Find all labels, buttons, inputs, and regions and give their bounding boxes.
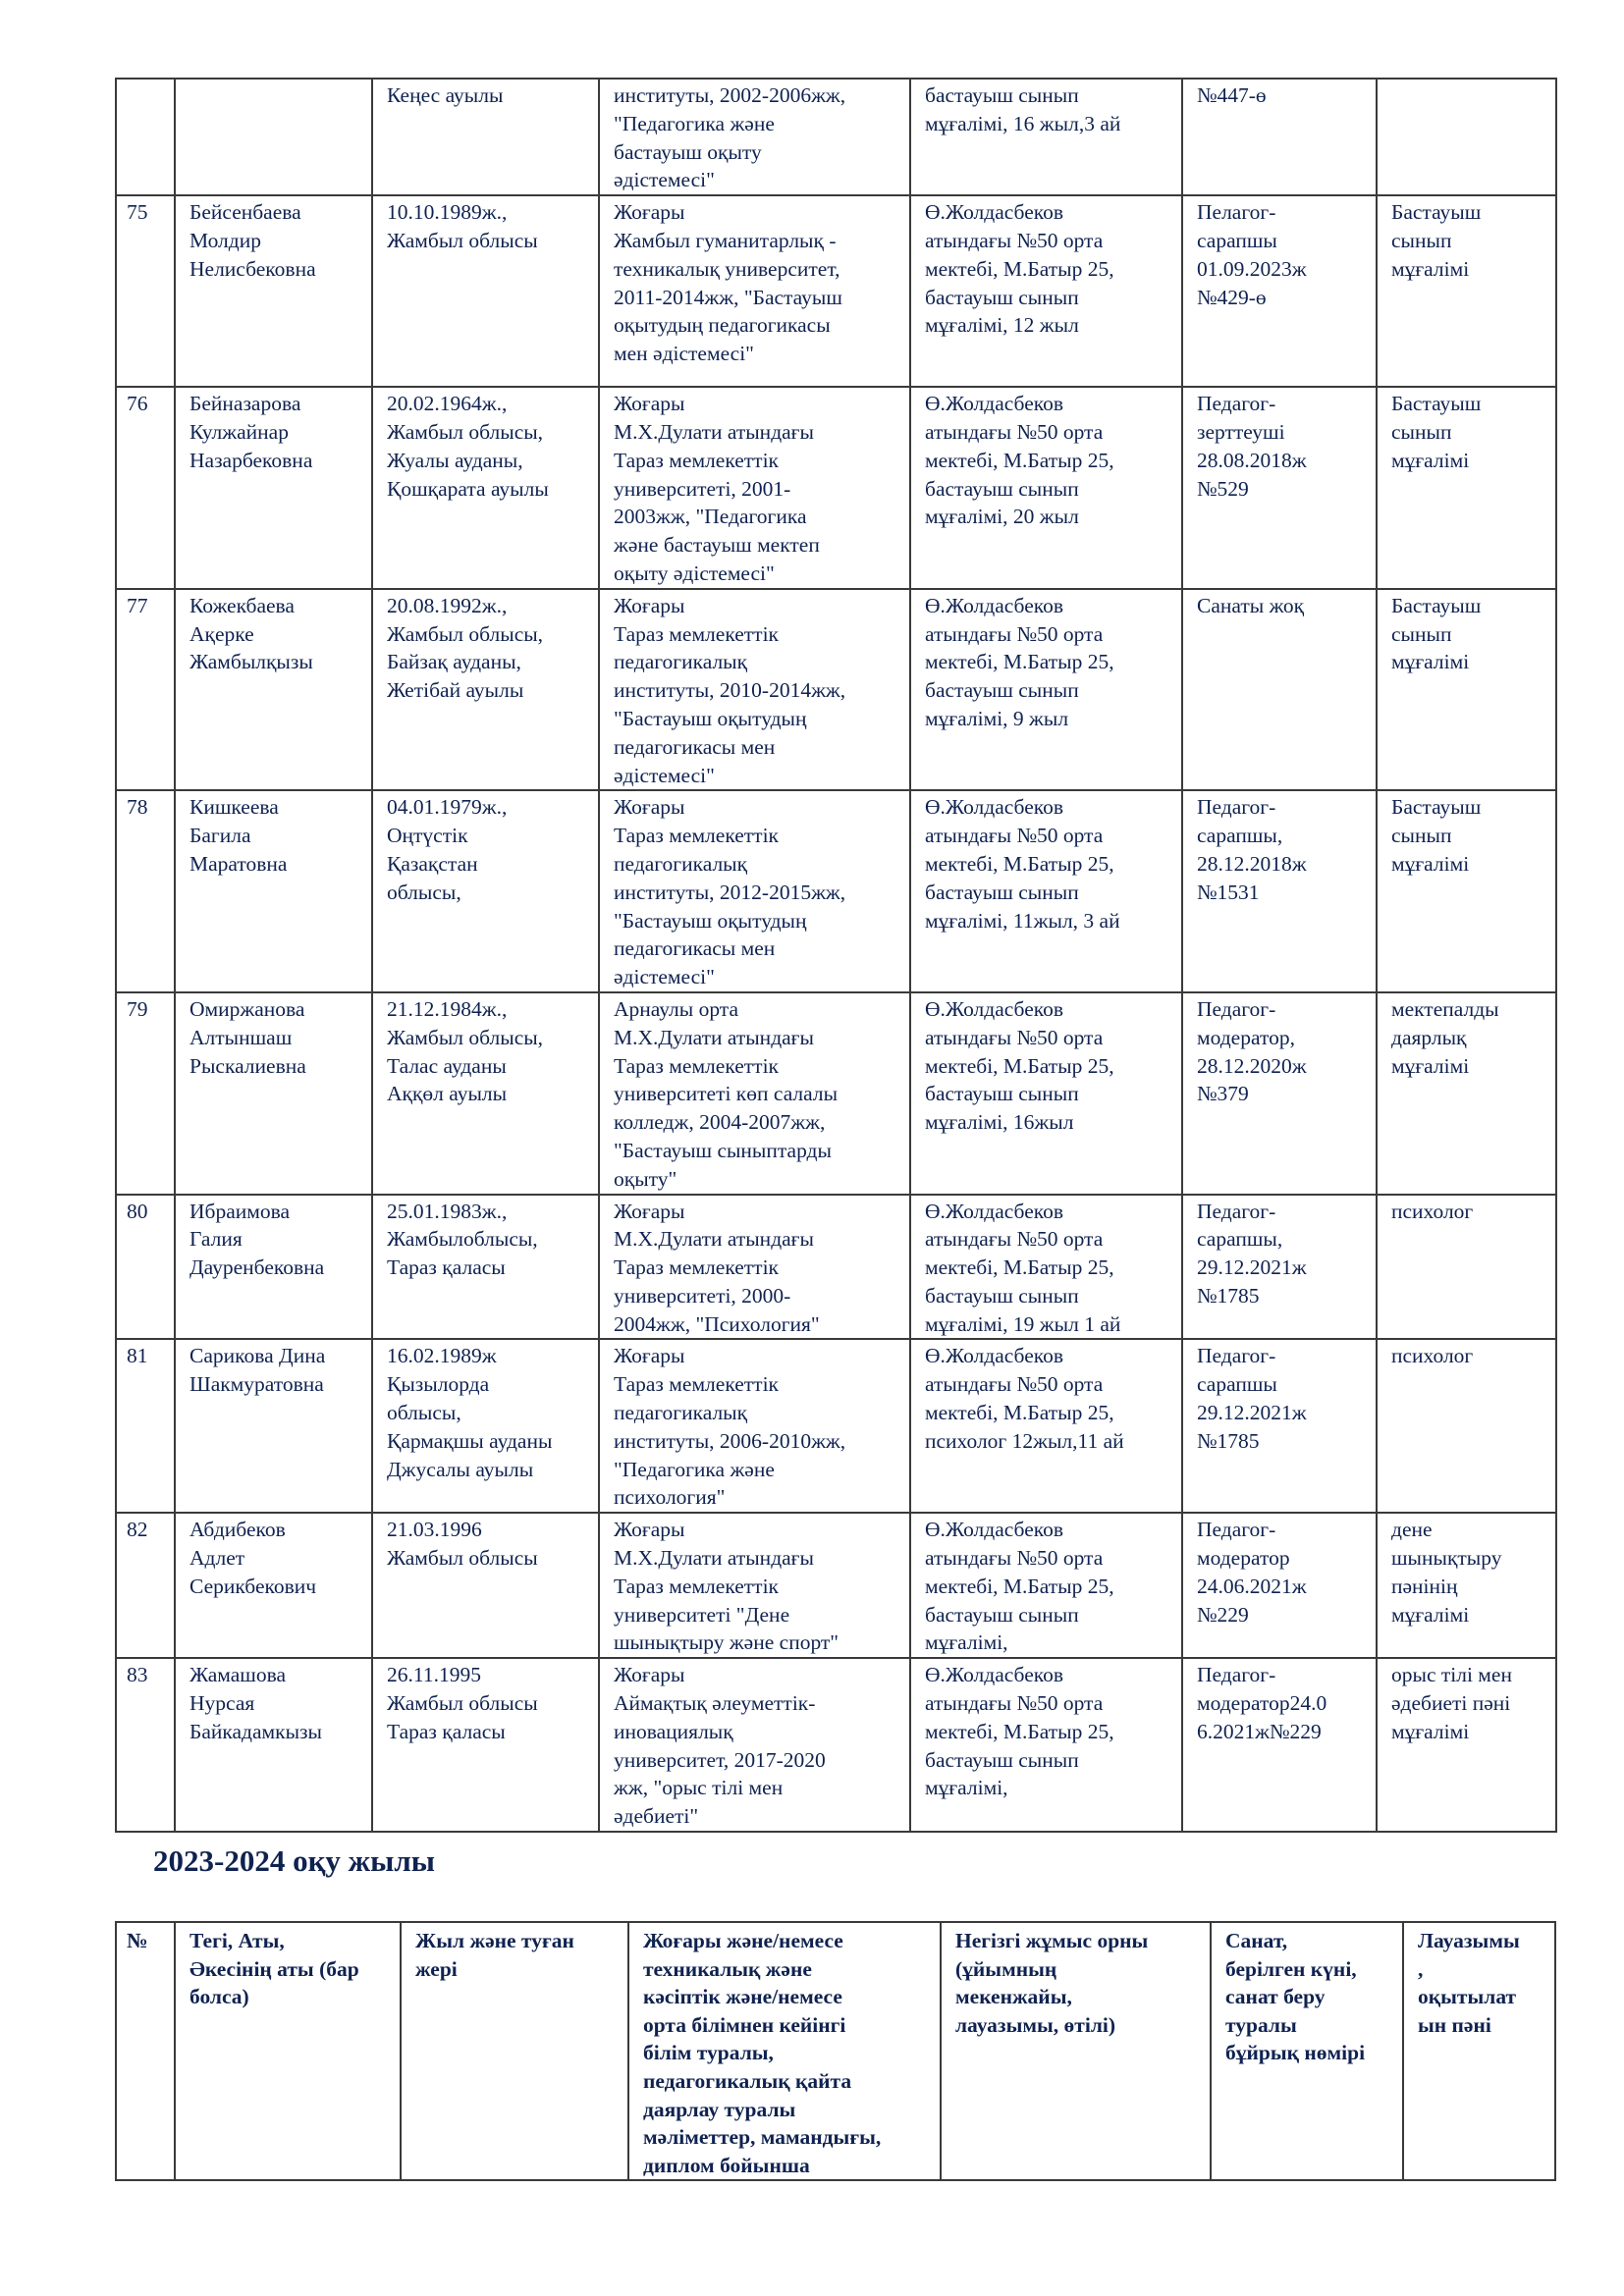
cell-num: 79 [116,992,175,1195]
cell-num: 78 [116,790,175,992]
cell-position [1377,79,1556,195]
cell-education: Жоғары Тараз мемлекеттік педагогикалық институты, 2006-2010жж, "Педагогика және психология" [599,1339,910,1513]
table-row [116,992,1556,1195]
cell-name: Ибраимова Галия Дауренбековна [175,1195,372,1340]
section-title: 2023-2024 оқу жылы [153,1843,435,1878]
staff-table-header-2023 [115,1921,1556,2181]
header-workplace: Негізгі жұмыс орны (ұйымның мекенжайы, лауазымы, өтілі) [941,1922,1211,2180]
cell-education: Жоғары Аймақтық әлеуметтік- иновациялық университет, 2017-2020 жж, "орыс тілі мен әдебиеті" [599,1658,910,1832]
cell-workplace: Ө.Жолдасбеков атындағы №50 орта мектебі, М.Батыр 25, бастауыш сынып мұғалімі, 9 жыл [910,589,1182,791]
cell-workplace: Ө.Жолдасбеков атындағы №50 орта мектебі, М.Батыр 25, бастауыш сынып мұғалімі, [910,1513,1182,1658]
cell-name: Кишкеева Багила Маратовна [175,790,372,992]
header-num: № [116,1922,175,2180]
cell-education: Жоғары М.Х.Дулати атындағы Тараз мемлекеттік университеті "Дене шынықтыру және спорт" [599,1513,910,1658]
cell-workplace: Ө.Жолдасбеков атындағы №50 орта мектебі, М.Батыр 25, бастауыш сынып мұғалімі, 20 жыл [910,387,1182,589]
cell-workplace: Ө.Жолдасбеков атындағы №50 орта мектебі, М.Батыр 25, бастауыш сынып мұғалімі, [910,1658,1182,1832]
cell-birth: 04.01.1979ж., Оңтүстік Қазақстан облысы, [372,790,599,992]
table-header-row [116,1922,1555,2180]
cell-num: 83 [116,1658,175,1832]
cell-workplace: Ө.Жолдасбеков атындағы №50 орта мектебі, М.Батыр 25, бастауыш сынып мұғалімі, 16жыл [910,992,1182,1195]
cell-position: Бастауыш сынып мұғалімі [1377,195,1556,387]
cell-category: Педагог- сарапшы 29.12.2021ж №1785 [1182,1339,1377,1513]
cell-education: Жоғары Тараз мемлекеттік педагогикалық институты, 2010-2014жж, "Бастауыш оқытудың педагогикасы мен әдістемесі" [599,589,910,791]
cell-num: 81 [116,1339,175,1513]
cell-workplace: Ө.Жолдасбеков атындағы №50 орта мектебі, М.Батыр 25, бастауыш сынып мұғалімі, 11жыл, 3 ай [910,790,1182,992]
cell-num: 75 [116,195,175,387]
cell-category: Педагог- модератор 24.06.2021ж №229 [1182,1513,1377,1658]
cell-category: Педагог- сарапшы, 28.12.2018ж №1531 [1182,790,1377,992]
staff-table-body [116,79,1556,1832]
cell-name: Кожекбаева Ақерке Жамбылқызы [175,589,372,791]
cell-position: дене шынықтыру пәнінің мұғалімі [1377,1513,1556,1658]
cell-workplace: Ө.Жолдасбеков атындағы №50 орта мектебі, М.Батыр 25, бастауыш сынып мұғалімі, 19 жыл 1 ай [910,1195,1182,1340]
cell-category: Санаты жоқ [1182,589,1377,791]
cell-education: Арнаулы орта М.Х.Дулати атындағы Тараз мемлекеттік университеті көп салалы колледж, 2004-2007жж, "Бастауыш сыныптарды оқыту" [599,992,910,1195]
cell-name: Бейназарова Кулжайнар Назарбековна [175,387,372,589]
cell-position: Бастауыш сынып мұғалімі [1377,387,1556,589]
cell-category: №447-ө [1182,79,1377,195]
cell-birth: 21.12.1984ж., Жамбыл облысы, Талас ауданы Аққөл ауылы [372,992,599,1195]
staff-table-continued [115,78,1557,1833]
cell-name [175,79,372,195]
cell-birth: 20.08.1992ж., Жамбыл облысы, Байзақ ауданы, Жетібай ауылы [372,589,599,791]
table-row [116,1195,1556,1340]
cell-category: Педагог- зерттеуші 28.08.2018ж №529 [1182,387,1377,589]
table-row [116,195,1556,387]
cell-position: мектепалды даярлық мұғалімі [1377,992,1556,1195]
cell-education: Жоғары М.Х.Дулати атындағы Тараз мемлекеттік университеті, 2000- 2004жж, "Психология" [599,1195,910,1340]
cell-birth: 21.03.1996 Жамбыл облысы [372,1513,599,1658]
cell-position: орыс тілі мен әдебиеті пәні мұғалімі [1377,1658,1556,1832]
table-row [116,589,1556,791]
cell-num: 80 [116,1195,175,1340]
cell-birth: 26.11.1995 Жамбыл облысы Тараз қаласы [372,1658,599,1832]
cell-workplace: Ө.Жолдасбеков атындағы №50 орта мектебі, М.Батыр 25, бастауыш сынып мұғалімі, 12 жыл [910,195,1182,387]
cell-birth: Кеңес ауылы [372,79,599,195]
table-row [116,387,1556,589]
cell-num [116,79,175,195]
cell-position: психолог [1377,1195,1556,1340]
header-position: Лауазымы , оқытылат ын пәні [1403,1922,1555,2180]
header-category: Санат, берілген күні, санат беру туралы бұйрық нөмірі [1211,1922,1403,2180]
cell-position: Бастауыш сынып мұғалімі [1377,589,1556,791]
cell-name: Омиржанова Алтыншаш Рыскалиевна [175,992,372,1195]
table-row-continuation [116,79,1556,195]
cell-workplace: Ө.Жолдасбеков атындағы №50 орта мектебі, М.Батыр 25, психолог 12жыл,11 ай [910,1339,1182,1513]
cell-name: Сарикова Дина Шакмуратовна [175,1339,372,1513]
cell-name: Жамашова Нурсая Байкадамкызы [175,1658,372,1832]
cell-birth: 20.02.1964ж., Жамбыл облысы, Жуалы ауданы, Қошқарата ауылы [372,387,599,589]
header-birth: Жыл және туған жері [401,1922,628,2180]
cell-category: Педагог- сарапшы, 29.12.2021ж №1785 [1182,1195,1377,1340]
cell-name: Бейсенбаева Молдир Нелисбековна [175,195,372,387]
cell-workplace: бастауыш сынып мұғалімі, 16 жыл,3 ай [910,79,1182,195]
header-education: Жоғары және/немесе техникалық және кәсіптік және/немесе орта білімнен кейінгі білім туралы, педагогикалық қайта даярлау туралы мәліметтер, мамандығы, диплом бойынша [628,1922,941,2180]
cell-birth: 16.02.1989ж Қызылорда облысы, Қармақшы ауданы Джусалы ауылы [372,1339,599,1513]
table-row [116,1658,1556,1832]
cell-num: 82 [116,1513,175,1658]
cell-category: Педагог- модератор, 28.12.2020ж №379 [1182,992,1377,1195]
cell-education: Жоғары Тараз мемлекеттік педагогикалық институты, 2012-2015жж, "Бастауыш оқытудың педагогикасы мен әдістемесі" [599,790,910,992]
cell-position: психолог [1377,1339,1556,1513]
cell-education: Жоғары Жамбыл гуманитарлық - техникалық университет, 2011-2014жж, "Бастауыш оқытудың педагогикасы мен әдістемесі" [599,195,910,387]
table-row [116,790,1556,992]
cell-num: 77 [116,589,175,791]
cell-category: Пелагог- сарапшы 01.09.2023ж №429-ө [1182,195,1377,387]
cell-category: Педагог- модератор24.0 6.2021ж№229 [1182,1658,1377,1832]
header-name: Тегі, Аты, Әкесінің аты (бар болса) [175,1922,401,2180]
cell-education: Жоғары М.Х.Дулати атындағы Тараз мемлекеттік университеті, 2001- 2003жж, "Педагогика және бастауыш мектеп оқыту әдістемесі" [599,387,910,589]
cell-num: 76 [116,387,175,589]
table-row [116,1513,1556,1658]
cell-name: Абдибеков Адлет Серикбекович [175,1513,372,1658]
cell-birth: 25.01.1983ж., Жамбылоблысы, Тараз қаласы [372,1195,599,1340]
cell-position: Бастауыш сынып мұғалімі [1377,790,1556,992]
cell-birth: 10.10.1989ж., Жамбыл облысы [372,195,599,387]
table-row [116,1339,1556,1513]
cell-education: институты, 2002-2006жж, "Педагогика және бастауыш оқыту әдістемесі" [599,79,910,195]
